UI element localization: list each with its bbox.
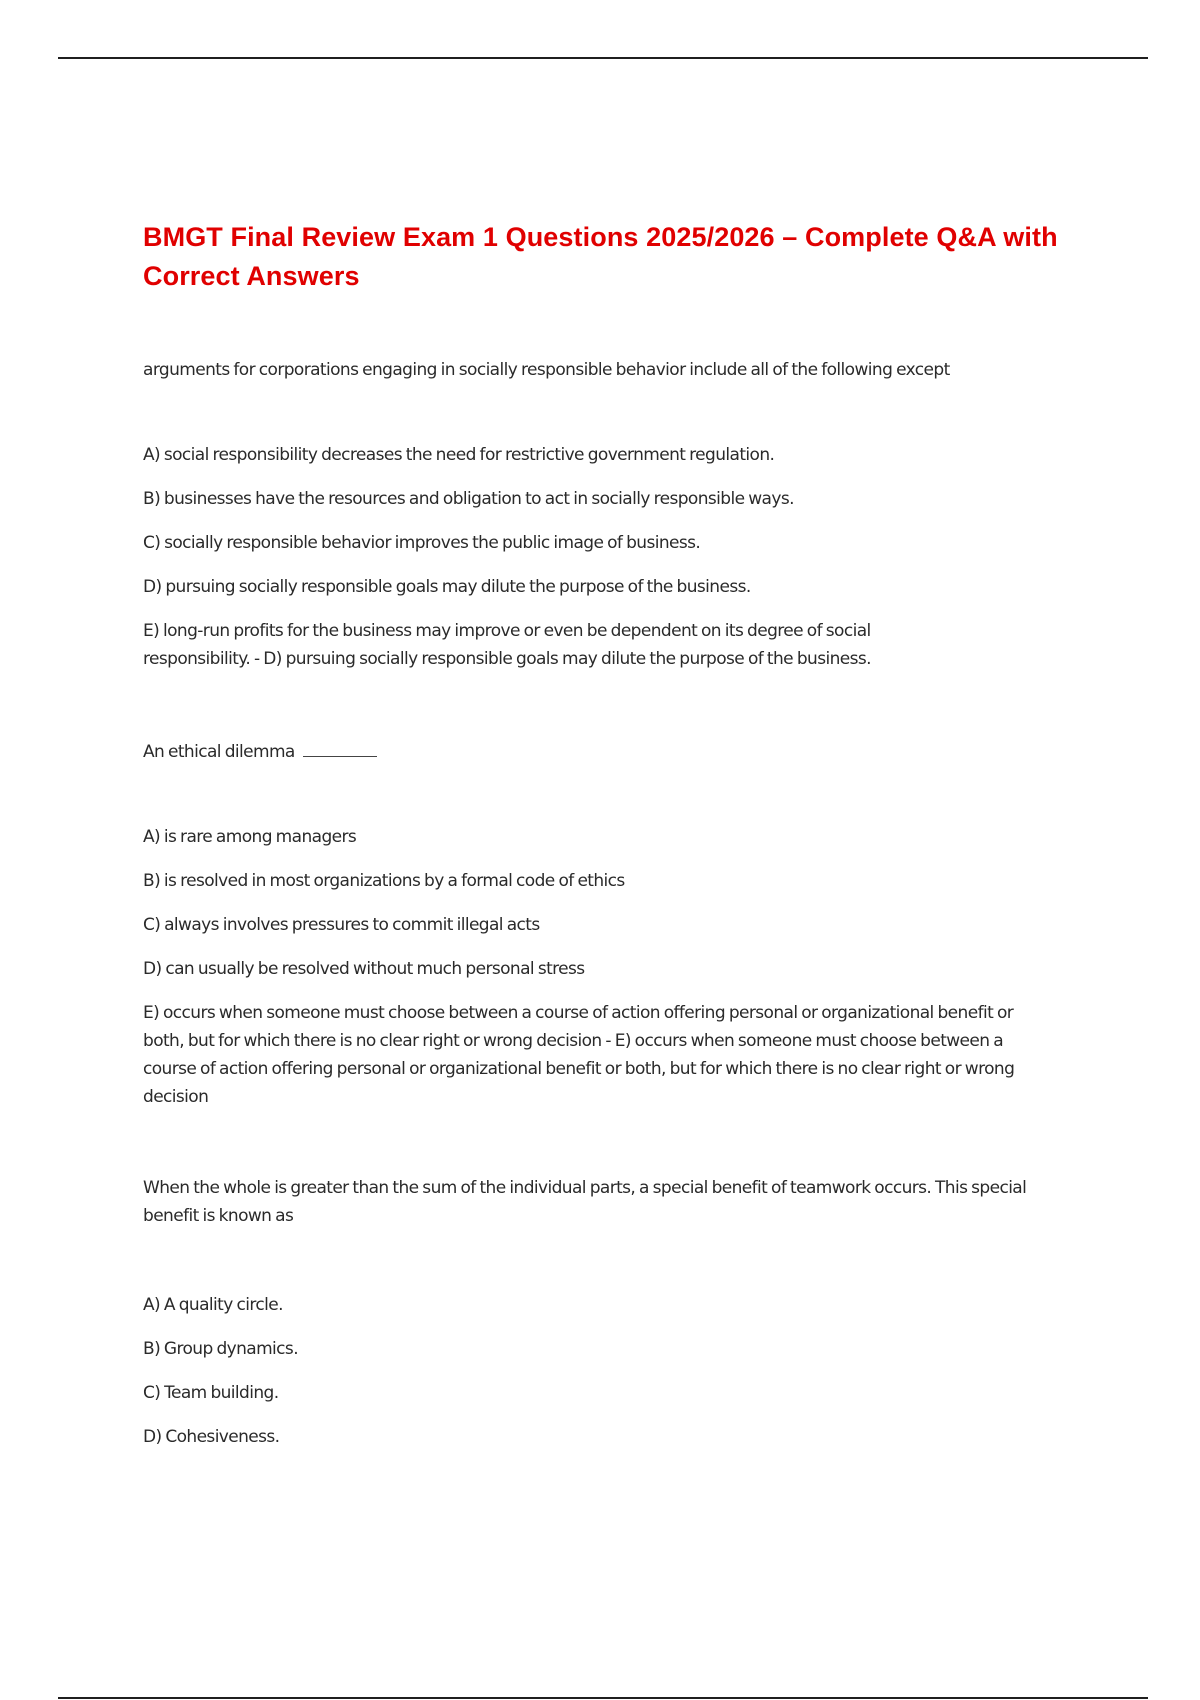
document-title: BMGT Final Review Exam 1 Questions 2025/2026 – Complete Q&A with Correct Answers <box>143 222 1058 291</box>
q1-option-c: C) socially responsible behavior improves the public image of business. <box>143 533 701 553</box>
q3-option-a: A) A quality circle. <box>143 1295 283 1315</box>
question-2-options <box>143 823 1073 1111</box>
fill-in-blank <box>303 740 377 757</box>
question-3-prompt: When the whole is greater than the sum of the individual parts, a special benefit of teamwork occurs. This special benefit is known as <box>143 1178 1027 1226</box>
q2-option-c: C) always involves pressures to commit illegal acts <box>143 915 540 935</box>
bottom-rule <box>58 1697 1148 1699</box>
question-3-options <box>143 1291 1073 1451</box>
q1-option-e-with-answer: E) long-run profits for the business may improve or even be dependent on its degree of social responsibility. - D) pursuing socially responsible goals may dilute the purpose of the business. <box>143 621 871 669</box>
question-2 <box>143 738 1073 766</box>
q3-option-c: C) Team building. <box>143 1383 279 1403</box>
question-2-prompt-wrap <box>143 738 1073 766</box>
question-1 <box>143 356 1073 384</box>
question-2-prompt: An ethical dilemma <box>143 742 295 762</box>
question-1-prompt: arguments for corporations engaging in socially responsible behavior include all of the following except <box>143 360 950 380</box>
q1-option-a: A) social responsibility decreases the need for restrictive government regulation. <box>143 445 775 465</box>
q2-option-a: A) is rare among managers <box>143 827 357 847</box>
top-rule <box>58 57 1148 59</box>
q3-option-d: D) Cohesiveness. <box>143 1427 280 1447</box>
q2-option-d: D) can usually be resolved without much personal stress <box>143 959 585 979</box>
q2-option-e-with-answer: E) occurs when someone must choose between a course of action offering personal or organizational benefit or both, but for which there is no clear right or wrong decision - E) occurs when someone must choose between a course of action offering personal or organizational benefit or both, but for which there is no clear right or wrong decision <box>143 1003 1015 1107</box>
question-1-options <box>143 441 1073 673</box>
q3-option-b: B) Group dynamics. <box>143 1339 298 1359</box>
question-3 <box>143 1174 1073 1230</box>
q1-option-d: D) pursuing socially responsible goals may dilute the purpose of the business. <box>143 577 751 597</box>
q2-option-b: B) is resolved in most organizations by a formal code of ethics <box>143 871 625 891</box>
q1-option-b: B) businesses have the resources and obligation to act in socially responsible ways. <box>143 489 794 509</box>
